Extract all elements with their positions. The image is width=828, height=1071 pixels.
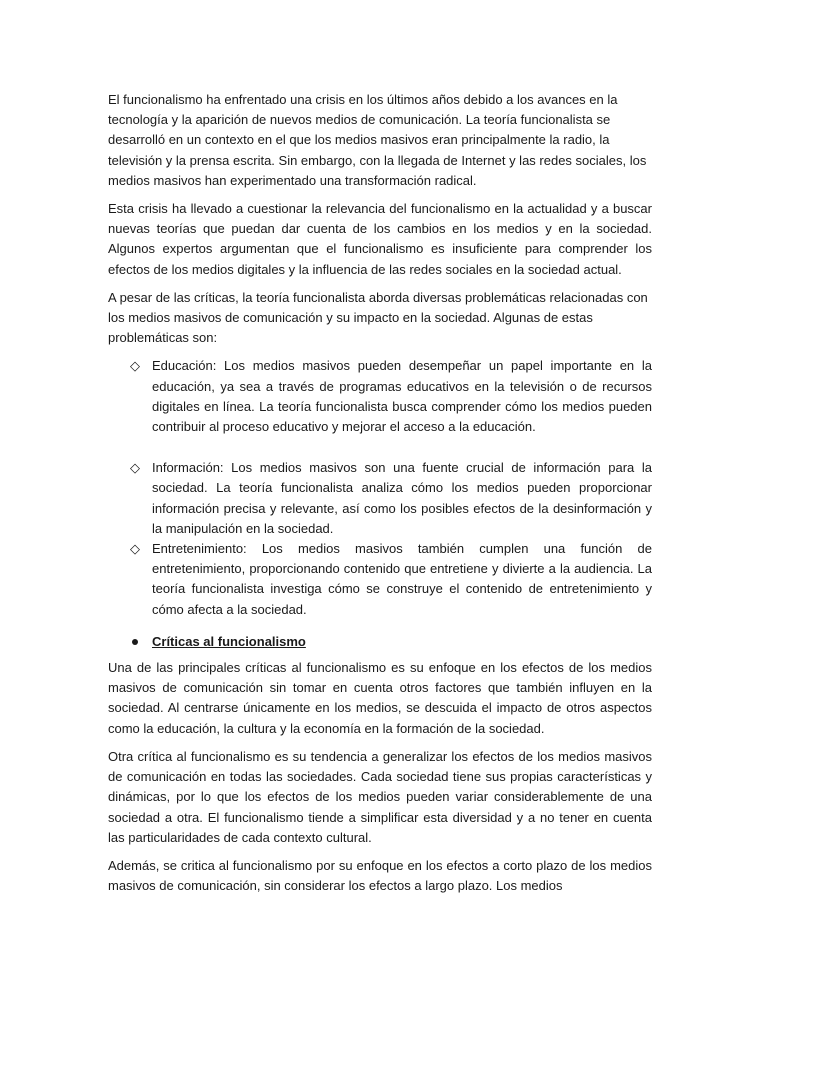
- paragraph-criticism-focus: Una de las principales críticas al funcionalismo es su enfoque en los efectos de los medios masivos de comunicación sin tomar en cuenta otros factores que también influyen en la sociedad. Al centrarse únicamente en los medios, se descuida el impacto de otros aspectos como la educación, la cultura y la economía en la formación de la sociedad.: [108, 660, 652, 736]
- paragraph-criticism-short-term: Además, se critica al funcionalismo por su enfoque en los efectos a corto plazo de los medios masivos de comunicación, sin considerar los efectos a largo plazo. Los medios: [108, 857, 652, 894]
- bullet-dot-icon: [132, 639, 138, 645]
- paragraph-criticism-generalization: Otra crítica al funcionalismo es su tendencia a generalizar los efectos de los medios masivos de comunicación en todas las sociedades. Cada sociedad tiene sus propias características y dinámicas, por lo que los efectos de los medios pueden variar considerablemente de una sociedad a otra. El funcionalismo tiende a simplificar esta diversidad y a no tener en cuenta las particularidades de cada contexto cultural.: [108, 748, 652, 845]
- paragraph-problematics-intro: A pesar de las críticas, la teoría funcionalista aborda diversas problemáticas relacionadas con los medios masivos de comunicación y su impacto en la sociedad. Algunas de estas problemáticas son:: [108, 289, 648, 346]
- list-spacer: [108, 437, 652, 458]
- list-item-entertainment: [108, 539, 652, 620]
- diamond-bullet-icon: ◇: [130, 541, 140, 557]
- paragraph-relevance-question: Esta crisis ha llevado a cuestionar la relevancia del funcionalismo en la actualidad y a buscar nuevas teorías que puedan dar cuenta de los cambios en los medios y en la sociedad. Algunos expertos argumentan que el funcionalismo es insuficiente para comprender los efectos de los medios digitales y la influencia de las redes sociales en la sociedad actual.: [108, 201, 652, 277]
- section-heading: Críticas al funcionalismo: [152, 633, 306, 649]
- list-item-text: Información: Los medios masivos son una fuente crucial de información para la sociedad. La teoría funcionalista analiza cómo los medios pueden proporcionar información precisa y relevante, así como los posibles efectos de la desinformación y la manipulación en la sociedad.: [152, 460, 652, 536]
- paragraph-functionalism-crisis: El funcionalismo ha enfrentado una crisis en los últimos años debido a los avances en la tecnología y la aparición de nuevos medios de comunicación. La teoría funcionalista se desarrolló en un contexto en el que los medios masivos eran principalmente la radio, la televisión y la prensa escrita. Sin embargo, con la llegada de Internet y las redes sociales, los medios masivos han experimentado una transformación radical.: [108, 92, 647, 188]
- list-item-text: Entretenimiento: Los medios masivos también cumplen una función de entretenimiento, proporcionando contenido que entretiene y divierte a la audiencia. La teoría funcionalista investiga cómo se construye el contenido de entretenimiento y cómo afecta a la sociedad.: [152, 541, 652, 617]
- section-heading-row: [108, 632, 652, 652]
- diamond-bullet-icon: ◇: [130, 358, 140, 374]
- list-item-education: [108, 356, 652, 437]
- problematics-list: [108, 356, 652, 619]
- list-item-text: Educación: Los medios masivos pueden desempeñar un papel importante en la educación, ya sea a través de programas educativos en la televisión o de recursos digitales en línea. La teoría funcionalista busca comprender cómo los medios pueden contribuir al proceso educativo y mejorar el acceso a la educación.: [152, 358, 652, 435]
- diamond-bullet-icon: ◇: [130, 460, 140, 476]
- list-item-information: [108, 458, 652, 539]
